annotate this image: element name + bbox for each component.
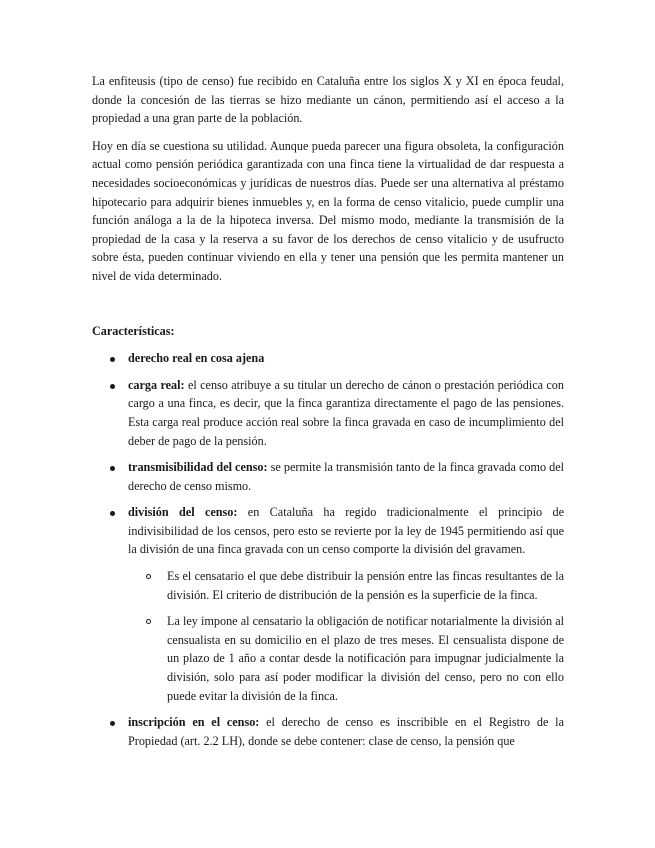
blank-line (92, 295, 564, 322)
characteristics-list (92, 349, 564, 750)
circle-bullet-icon (146, 619, 151, 624)
list-item-inscripcion (92, 713, 564, 750)
list-item-text: se permite la transmisión tanto de la finca gravada como del derecho de censo mismo. (128, 460, 564, 493)
bullet-icon (110, 721, 115, 726)
bullet-icon (110, 357, 115, 362)
list-item-term: carga real: (128, 377, 185, 392)
sub-list-item-text: La ley impone al censatario la obligación de notificar notarialmente la división al censualista en su domicilio en el plazo de tres meses. El censualista dispone de un plazo de 1 año a contar desde la notificación para impugnar judicialmente la división, solo para así poder modificar la división del censo, pero no con ello puede evitar la división de la finca. (167, 614, 564, 703)
list-item-text: el censo atribuye a su titular un derecho de cánon o prestación periódica con cargo a una finca, es decir, que la finca garantiza directamente el pago de las pensiones. Esta carga real produce acción real sobre la finca gravada en caso de incumplimiento del deber de pago de la pensión. (128, 377, 564, 448)
list-item-division (92, 503, 564, 705)
sub-list-item-text: Es el censatario el que debe distribuir la pensión entre las fincas resultantes de la división. El criterio de distribución de la pensión es la superficie de la finca. (167, 569, 564, 602)
sub-list-item (128, 567, 564, 604)
division-sublist (128, 567, 564, 705)
bullet-icon (110, 511, 115, 516)
sub-list-item (128, 612, 564, 705)
bullet-icon (110, 384, 115, 389)
section-title: Características: (92, 323, 175, 338)
list-item-term: inscripción en el censo: (128, 715, 260, 730)
list-item-term: transmisibilidad del censo: (128, 460, 268, 475)
document-content (92, 72, 564, 758)
list-item-text: en Cataluña ha regido tradicionalmente el principio de indivisibilidad de los censos, pero esto se revierte por la ley de 1945 permitiendo así que la división de una finca gravada con un censo comporte la división del gravamen. (128, 505, 564, 557)
list-item-derecho-real (92, 349, 564, 368)
list-item-term: derecho real en cosa ajena (128, 351, 265, 366)
list-item-text: el derecho de censo es inscribible en el Registro de la Propiedad (art. 2.2 LH), donde se debe contener: clase de censo, la pensión que (128, 715, 564, 748)
intro-paragraph: La enfiteusis (tipo de censo) fue recibido en Cataluña entre los siglos X y XI en época feudal, donde la concesión de las tierras se hizo mediante un cánon, permitiendo así el acceso a la propiedad a una gran parte de la población. (92, 74, 564, 126)
utility-paragraph: Hoy en día se cuestiona su utilidad. Aunque pueda parecer una figura obsoleta, la configuración actual como pensión periódica garantizada con una finca tiene la virtualidad de dar respuesta a necesidades socioeconómicas y jurídicas de nuestros días. Puede ser una alternativa al préstamo hipotecario para adquirir bienes inmuebles y, en la forma de censo vitalicio, puede cumplir una función análoga a la de la hipoteca inversa. Del mismo modo, mediante la transmisión de la propiedad de la casa y la reserva a su favor de los derechos de censo vitalicio y de usufructo sobre ésta, pueden continuar viviendo en ella y tener una pensión que les permita mantener un nivel de vida determinado. (92, 138, 564, 283)
list-item-transmisibilidad (92, 458, 564, 495)
list-item-term: división del censo: (128, 505, 238, 520)
bullet-icon (110, 466, 115, 471)
list-item-carga-real (92, 376, 564, 450)
circle-bullet-icon (146, 574, 151, 579)
